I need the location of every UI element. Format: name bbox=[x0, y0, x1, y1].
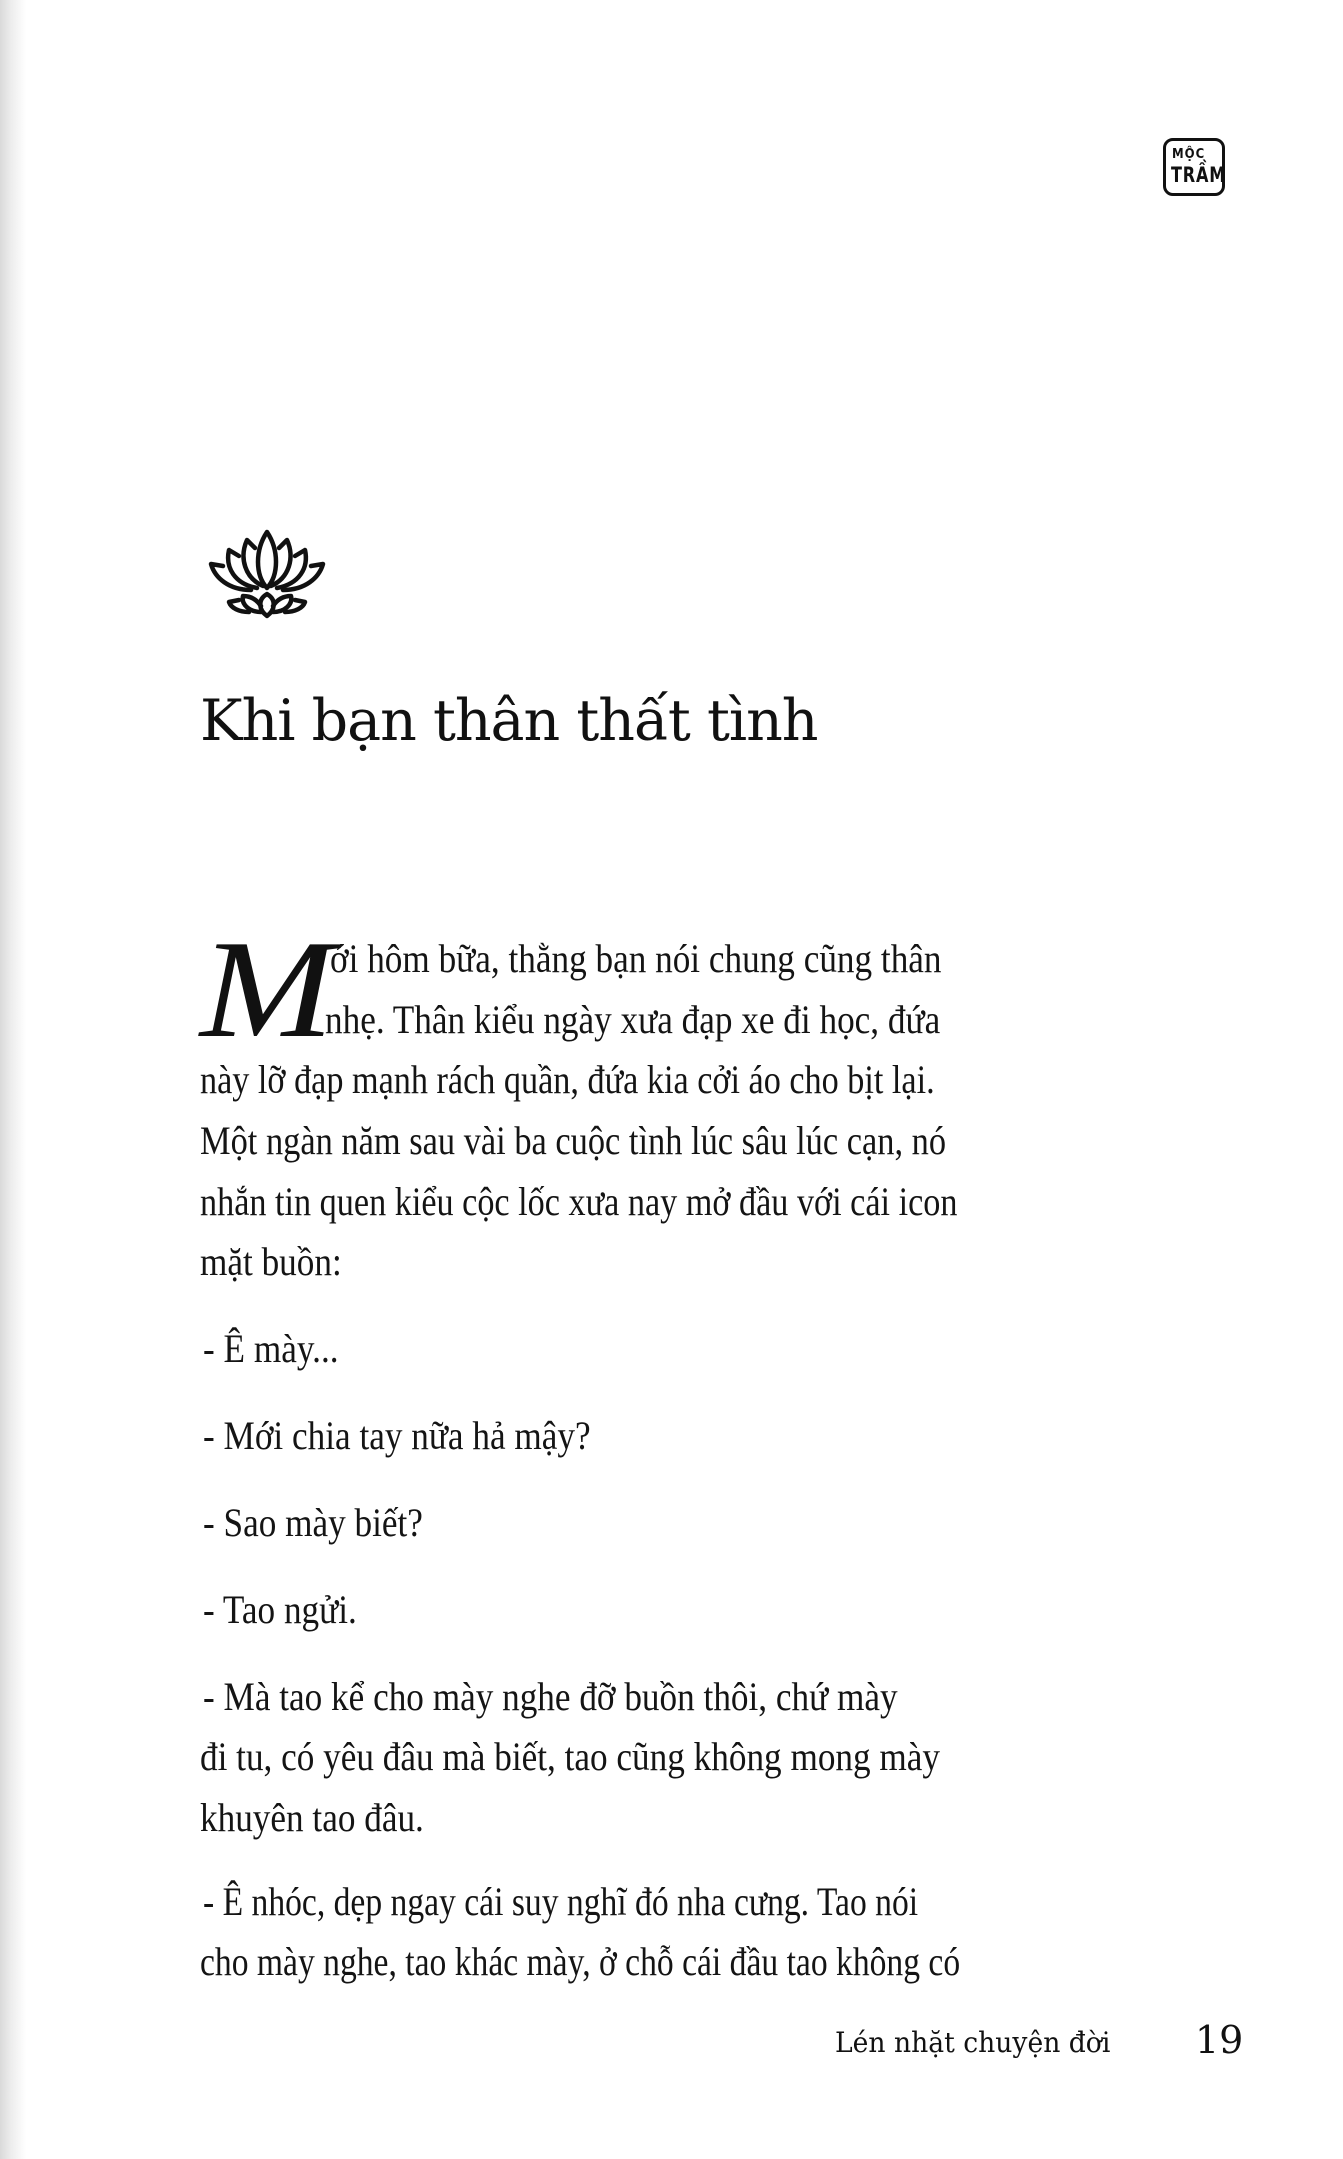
page-edge-shadow bbox=[0, 0, 26, 2159]
dialogue-line: - Ê nhóc, dẹp ngay cái suy nghĩ đó nha cưng. Tao nói bbox=[203, 1879, 919, 1924]
text-line: ới hôm bữa, thằng bạn nói chung cũng thân bbox=[330, 936, 942, 981]
dialogue-line: - Mà tao kể cho mày nghe đỡ buồn thôi, chứ mày bbox=[203, 1674, 898, 1719]
logo-line-1: MỘC bbox=[1172, 147, 1206, 162]
page-number: 19 bbox=[1195, 2018, 1244, 2062]
dialogue-line: - Ê mày... bbox=[203, 1326, 339, 1371]
text-line: mặt buồn: bbox=[200, 1239, 342, 1284]
logo-line-2: TRẦM bbox=[1171, 163, 1227, 187]
dialogue-line: - Tao ngửi. bbox=[203, 1587, 357, 1632]
publisher-logo-icon bbox=[1163, 138, 1225, 196]
running-footer-title: Lén nhặt chuyện đời bbox=[835, 2026, 1111, 2059]
text-line: đi tu, có yêu đâu mà biết, tao cũng không mong mày bbox=[200, 1734, 941, 1779]
text-line: nhẹ. Thân kiểu ngày xưa đạp xe đi học, đứa bbox=[325, 997, 941, 1042]
text-line: nhắn tin quen kiểu cộc lốc xưa nay mở đầu với cái icon bbox=[200, 1179, 958, 1224]
text-line: Một ngàn năm sau vài ba cuộc tình lúc sâu lúc cạn, nó bbox=[200, 1118, 947, 1163]
drop-cap: M bbox=[200, 912, 335, 1067]
lotus-icon bbox=[205, 520, 330, 620]
text-line: này lỡ đạp mạnh rách quần, đứa kia cởi áo cho bịt lại. bbox=[200, 1057, 935, 1102]
dialogue-line: - Mới chia tay nữa hả mậy? bbox=[203, 1413, 591, 1458]
text-line: khuyên tao đâu. bbox=[200, 1795, 424, 1840]
text-line: cho mày nghe, tao khác mày, ở chỗ cái đầu tao không có bbox=[200, 1939, 961, 1984]
dialogue-line: - Sao mày biết? bbox=[203, 1500, 423, 1545]
chapter-title: Khi bạn thân thất tình bbox=[200, 688, 818, 754]
